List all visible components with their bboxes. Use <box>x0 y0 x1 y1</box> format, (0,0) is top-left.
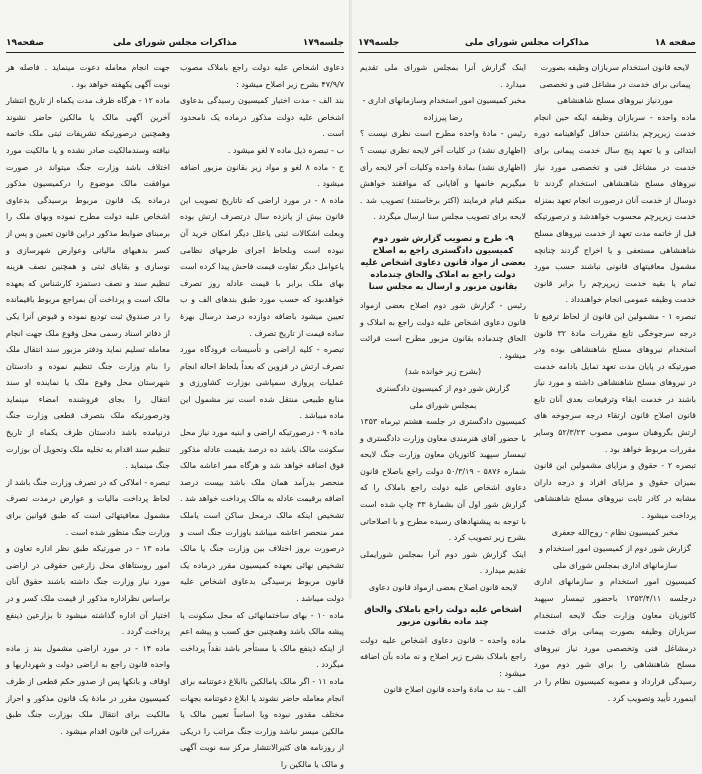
page-header <box>358 38 696 53</box>
session-number: جلسه۱۷۹ <box>302 38 344 48</box>
left-page <box>0 0 350 769</box>
paragraph: ماده ۱۱ - اگر مالک یامالکین باابلاغ دعوتنامه برای انجام معامله حاضر نشوند یا ابلاغ دعوتنامه بجهات مختلف مقدور نبوده ویا اساساً تعیین مالک یا مالکین میسر نباشد وزارت جنگ مراتب را دریکی از روزنامه های کثیرالانتشار مرکز سه نوبت آگهی و مالک یا مالکین را <box>180 676 344 769</box>
report-title: گزارش شور دوم از کمیسیون امور استخدام و سازمانهای اداری بمجلس شورای ملی <box>539 544 691 570</box>
paragraph: دعاوی اشخاص علیه دولت راجع باملاک مصوب ۴۷/۹/۷ بشرح زیر اصلاح میشود : <box>180 63 344 89</box>
text-column-left <box>360 60 526 699</box>
paragraph: اینک گزارش شور دوم آنرا بمجلس شورایملی تقدیم میدارد . <box>360 549 526 576</box>
paragraph: ماده ۸ - در مورد اراضی که تاتاریخ تصویب این قانون بیش از پانزده سال درتصرف ارتش بوده وبعلت اشکالات ثبتی یاعلل دیگر امکان خرید آن نبوده است وبلحاظ اجرای طرحهای نظامی یاعوامل دیگر تفاوت قیمت فاحش پیدا کرده است بهای ملک برابر با قیمت عادله روز تصرف خواهدبود که حسب مورد طبق بندهای الف و ب تعیین میشود باضافه دوازده درصد درسال بهرهٔ ساده قیمت از تاریخ تصرف . <box>180 195 344 338</box>
bill-title: لایحه قانون اصلاح بعضی ازمواد قانون دعاوی <box>368 583 518 593</box>
paragraph: الف - بند ب مادهٔ واحده قانون اصلاح قانون <box>383 685 526 695</box>
paragraph: تبصره ۱ - مشمولین این قانون از لحاظ ترفیع تا درجه سرجوخگی تابع مقررات مادهٔ ۳۲ قانون استخدام نیروهای مسلح شاهنشاهی بوده ودر صورتیکه در پایان مدت تعهد تمایل بادامه خدمت در نیروهای مسلح شاهنشاهی داشته و مورد نیاز باشند در خدمت ابقاء وترفیعات بعدی آنان تابع قانون اصلاح قانون ارتقاء درجه سرجوخه های ارتش بگروهبان سومی مصوب ۵۲/۳/۲۳ وسایر مقررات مربوط خواهد بود . <box>534 311 697 454</box>
signature-line: مخبر کمیسیون نظام - روح‌الله جعفری <box>551 527 679 537</box>
paragraph: جهت انجام معامله دعوت مینماید . فاصله هر نوبت آگهی یکهفته خواهد بود . <box>6 63 170 89</box>
paragraph: مخبر کمیسیون امور استخدام وسازمانهای اداری - <box>362 96 526 106</box>
page-header <box>6 38 344 53</box>
paragraph: تبصره - کلیه اراضی و تأسیسات فرودگاه مورد تصرف ارتش در قزوین که بعداً بلحاظ احاله انجام عملیات پروازی سمپاشی بوزارت کشاورزی و منابع طبیعی منتقل شده است نیز مشمول این ماده میباشد . <box>180 345 344 421</box>
text-column-left <box>6 60 170 740</box>
text-column-right <box>534 60 696 707</box>
paragraph: ج - ماده ۸ لغو و مواد زیر بقانون مزبور اضافه میشود . <box>180 162 345 189</box>
page-number: صفحه ۱۸ <box>654 38 696 48</box>
paragraph: ماده ۱۴ - در مورد اراضی مشمول بند ز ماده واحده قانون راجع به اراضی دولت و شهرداریها و اوقاف و بانکها پس از صدور حکم قطعی از طرف کمیسیون مقرر در مادهٔ یک قانون مذکور و احراز مالکیت برای انتقال ملک بوزارت جنگ طبق مقررات این قانون اقدام میشود . <box>6 643 170 736</box>
paragraph: تبصره ۲ - حقوق و مزایای مشمولین این قانون بمیزان حقوق و مزایای افراد و درجه داران مشابه در کادر ثابت نیروهای مسلح شاهنشاهی پرداخت میشود . <box>534 461 697 521</box>
text-column-right <box>180 60 344 774</box>
session-number: جلسه۱۷۹ <box>358 38 400 48</box>
bill-title-bold: اشخاص علیه دولت راجع باملاک والحاق چند ماده بقانون مزبور <box>364 603 522 626</box>
paragraph: تبصره - املاکی که در تصرف وزارت جنگ باشد از لحاظ پرداخت مالیات و عوارض درمدت تصرف مشمول معافیتهائی است که طبق قوانین برای وزارت جنگ منظور شده است . <box>6 477 170 537</box>
header-title: مذاکرات مجلس شورای ملی <box>464 38 590 48</box>
report-title: گزارش شور دوم از کمیسیون دادگستری <box>376 383 510 393</box>
page-number: صفحه۱۹ <box>6 38 45 48</box>
paragraph: بند الف - مدت اختیار کمیسیون رسیدگی بدعاوی اشخاص علیه دولت مذکور درماده یک نامحدود است . <box>180 96 344 139</box>
paragraph: ماده واحده - قانون دعاوی اشخاص علیه دولت راجع باملاک بشرح زیر اصلاح و نه ماده بآن اضافه میشود : <box>360 635 526 678</box>
paragraph: ماده واحده - سربازان وظیفه ایکه حین انجام خدمت زیرپرچم بداشتن حداقل گواهینامه دوره ابتدائی و یا تعهد پنج سال خدمت پیمانی برای خدمت در مشاغل فنی و تخصصی مورد نیاز نیروهای مسلح شاهنشاهی استخدام گردند تا دوسال از خدمت آنان درصورت انجام تعهد بمنزله خدمت زیرپرچم محسوب خواهدشد و درصورتیکه قبل از خاتمه مدت تعهد از خدمت نیروهای مسلح شاهنشاهی مستعفی و یا اخراج گردند چنانچه مشمول معافیتهای قانونی نباشند حسب مورد تمام یا بقیه خدمت زیرپرچم را برابر قانون خدمت وظیفه عمومی انجام خواهندداد . <box>534 112 696 305</box>
paragraph: ماده ۱۲ - هرگاه ظرف مدت یکماه از تاریخ انتشار آخرین آگهی مالک یا مالکین حاضر نشوند وهمچنین درصورتیکه تشریفات ثبتی ملک خاتمه نیافته وسندمالکیت صادر نشده و یا مالکیت مورد اختلاف باشد وزارت جنگ میتواند در صورت موافقت مالک موضوع را درکمیسیون مذکور درماده یک قانون مربوط برسیدگی بدعاوی اشخاص علیه دولت مطرح نموده وبهای ملک را برمبنای ضوابط مذکور دراین قانون تعیین و پس از کسر بدهیهای مالیاتی وعوارض شهرسازی و نوسازی و بقایای ثبتی و همچنین نصف هزینه تنظیم سند و نصف دستمزد کارشناس که بعهده مالک است و پرداخت آن بمراجع مربوط باقیمانده را در صندوق ثبت تودیع نموده و قبوض آنرا یکی از دفاتر اسناد رسمی محل وقوع ملک جهت انجام معامله تسلیم نماید ودفتر مزبور سند انتقال ملک را بنام وزارت جنگ تنظیم نموده و دادستان شهرستان محل وقوع ملک یا نماینده او سند انتقال را بجای فروشنده امضاء مینماید ودرصورتیکه ملک بتصرف قطعی وزارت جنگ درنیامده باشد دادستان ظرف یکماه از تاریخ تنظیم سند اقدام به تخلیه ملک وتحویل آن بوزارت جنگ مینماید . <box>6 96 170 471</box>
paragraph: رئیس - مادهٔ واحده مطرح است نظری نیست ؟ (اظهاری نشد) در کلیات آخر لایحه نظری نیست ؟ (اظهاری نشد) بمادهٔ واحده وکلیات آخر لایحه رأی میگیریم خانمها و آقایانی که موافقند خواهش میکنم قیام فرمایند (اکثر برخاستند) تصویب شد . لایحه برای تصویب مجلس سنا ارسال میگردد . <box>360 129 526 222</box>
report-recipient: بمجلس شورای ملی <box>409 400 477 410</box>
paragraph: ماده ۱۳ - در صورتیکه طبق نظر اداره تعاون و امور روستاهای محل زارعین حقوقی در اراضی مورد نیاز وزارت جنگ داشته باشند حقوق آنان براساس نظراداره مذکور از قیمت ملک کسر و در اختیار آن اداره گذاشته میشود تا بزارعین ذینفع پرداخت گردد . <box>6 544 170 637</box>
paragraph: ب - تبصره ذیل ماده ۷ لغو میشود . <box>227 145 344 155</box>
paragraph: اینک گزارش آنرا بمجلس شورای ملی تقدیم میدارد . <box>360 63 526 89</box>
section-heading: ۹- طرح و تصویب گزارش شور دوم کمیسیون دادگستری راجع به اصلاح بعضی از مواد قانون دعاوی اشخاص علیه دولت راجع به املاک والحاق چندماده بقانون مزبور و ارسال به مجلس سنا <box>360 232 526 291</box>
paragraph: ماده ۱۰ - بهای ساختمانهائی که محل سکونت یا پیشه مالک باشد وهمچنین حق کسب و پیشه اعم از اینکه ذینفع مالک یا مستأجر باشد نقداً پرداخت میگردد . <box>180 610 344 670</box>
header-title: مذاکرات مجلس شورای ملی <box>112 38 238 48</box>
bill-title: لایحه قانون استخدام سربازان وظیفه بصورت پیمانی برای خدمت در مشاغل فنی و تخصصی موردنیاز نیروهای مسلح شاهنشاهی <box>539 63 691 106</box>
reading-note: (بشرح زیر خوانده شد) <box>404 367 482 377</box>
paragraph: کمیسیون دادگستری در جلسه هشتم تیرماه ۱۳۵۳ با حضور آقای هنرمندی معاون وزارت دادگستری و تیمسار سپهبد کاتوزیان معاون وزارت جنگ لایحه شماره ۵۸۷۶ - ۵۰/۳/۱۹ دولت راجع باصلاح قانون دعاوی اشخاص علیه دولت راجع باملاک را که گزارش شور اول آن بشمارهٔ ۳۳ چاپ شده است با توجه به پیشنهادهای رسیده مطرح و با اصلاحاتی بشرح زیر تصویب کرد . <box>360 417 527 543</box>
signature-name: رضا پیرزاده <box>423 112 463 122</box>
paragraph: رئیس - گزارش شور دوم اصلاح بعضی ازمواد قانون دعاوی اشخاص علیه دولت راجع به املاک و الحاق چندماده بقانون مزبور مطرح است قرائت میشود . <box>360 300 526 360</box>
paragraph: ماده ۹ - درصورتیکه اراضی و ابنیه مورد نیاز محل سکونت مالک باشد ده درصد بقیمت عادله مذکور فوق اضافه خواهد شد و هرگاه ممر اعاشه مالک منحصر بدرآمد همان ملک باشد بیست درصد اضافه برقیمت عادله به مالک پرداخت خواهد شد . تشخیص اینکه مالک درمحل ساکن است یاملک ممر منحصر اعاشه میباشد باوزارت جنگ است و درصورت بروز اختلاف بین وزارت جنگ یا مالک تشخیص نهائی بعهده کمیسیون مقرر درماده یک قانون مربوط برسیدگی بدعاوی اشخاص علیه دولت میباشد . <box>180 428 344 603</box>
right-page <box>352 0 702 703</box>
paragraph: کمیسیون امور استخدام و سازمانهای اداری درجلسه ۱۳۵۳/۴/۱۱ باحضور تیمسار سپهبد کاتوزیان معاون وزارت جنگ لایحه استخدام سربازان وظیفه بصورت پیمانی برای خدمت درمشاغل فنی وتخصصی مورد نیاز نیروهای مسلح شاهنشاهی را برای شور دوم مورد رسیدگی قرارداد و مصوبه کمیسیون نظام را در اینمورد تأیید وتصویب کرد . <box>534 577 696 703</box>
